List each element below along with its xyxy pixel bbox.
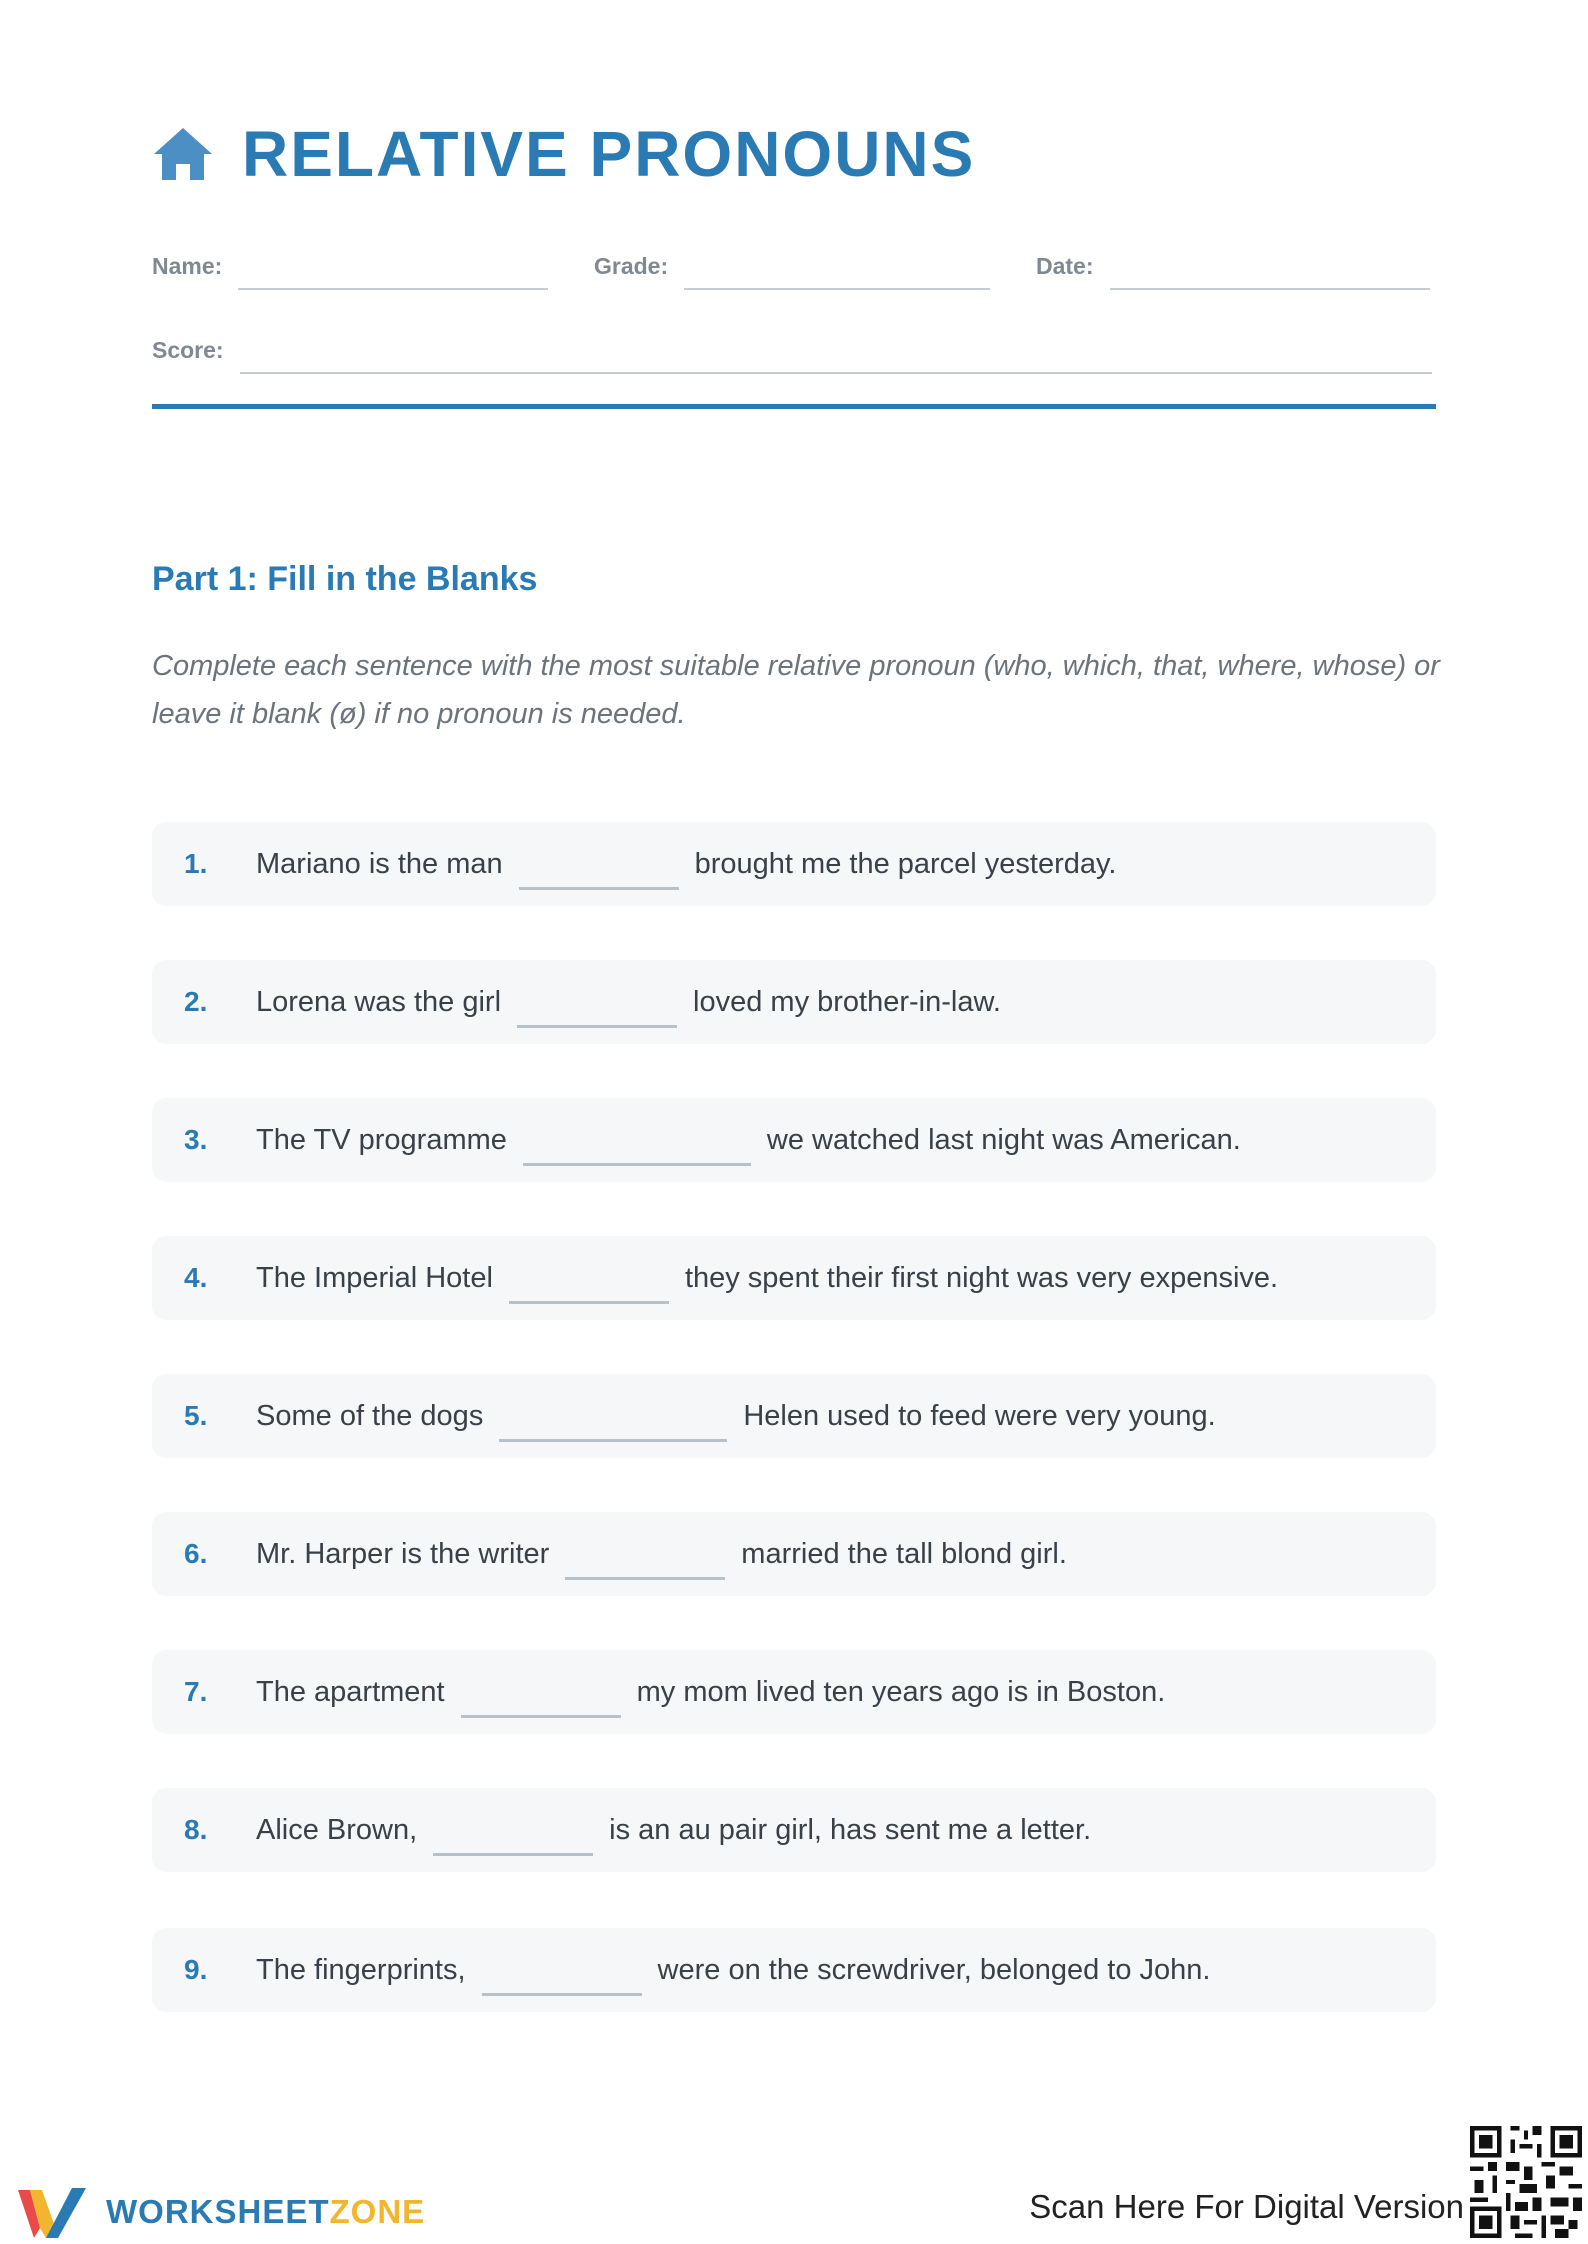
answer-blank[interactable] [461, 1675, 621, 1718]
question-text-before: Mr. Harper is the writer [256, 1537, 550, 1570]
answer-blank[interactable] [509, 1261, 669, 1304]
question-row-5 [152, 1374, 1436, 1458]
title-row [152, 118, 976, 190]
question-row-1 [152, 822, 1436, 906]
part-1-instructions: Complete each sentence with the most suitable relative pronoun (who, which, that, where, whose) or leave it blank (ø) if no pronoun is needed. [152, 650, 1440, 730]
question-text-before: Alice Brown, [256, 1813, 418, 1846]
answer-blank[interactable] [517, 985, 677, 1028]
brand-name [106, 2193, 425, 2231]
question-text-after: brought me the parcel yesterday. [694, 847, 1117, 880]
question-row-3 [152, 1098, 1436, 1182]
worksheetzone-logo-icon [16, 2184, 94, 2240]
question-text-after: loved my brother-in-law. [693, 985, 1001, 1018]
name-input-line[interactable] [238, 248, 548, 290]
date-label: Date: [1036, 253, 1094, 279]
question-row-4 [152, 1236, 1436, 1320]
question-number: 5. [184, 1400, 208, 1431]
footer-logo [16, 2184, 425, 2240]
question-text-after: married the tall blond girl. [741, 1537, 1067, 1570]
question-text-before: Some of the dogs [256, 1399, 484, 1432]
grade-input-line[interactable] [684, 248, 990, 290]
date-field[interactable] [1036, 248, 1430, 290]
answer-blank[interactable] [523, 1123, 751, 1166]
question-number: 6. [184, 1538, 208, 1569]
name-label: Name: [152, 253, 223, 279]
question-row-9 [152, 1928, 1436, 2012]
page-title: RELATIVE PRONOUNS [242, 118, 976, 190]
date-input-line[interactable] [1110, 248, 1430, 290]
question-row-6 [152, 1512, 1436, 1596]
question-text-after: Helen used to feed were very young. [743, 1399, 1216, 1432]
question-text-before: The TV programme [256, 1123, 507, 1156]
question-number: 2. [184, 986, 208, 1017]
question-text-before: Mariano is the man [256, 847, 503, 880]
brand-name-main: WORKSHEET [106, 2193, 330, 2230]
answer-blank[interactable] [565, 1537, 725, 1580]
question-text-after: they spent their first night was very expensive. [684, 1261, 1279, 1294]
question-number: 7. [184, 1676, 208, 1707]
answer-blank[interactable] [433, 1813, 593, 1856]
question-number: 1. [184, 848, 208, 879]
question-row-8 [152, 1788, 1436, 1872]
question-text-before: The fingerprints, [256, 1953, 466, 1986]
part-1-title: Part 1: Fill in the Blanks [152, 560, 538, 598]
home-icon [152, 126, 214, 182]
scan-caption: Scan Here For Digital Version [1029, 2188, 1464, 2225]
question-text-after: were on the screwdriver, belonged to John. [657, 1953, 1211, 1986]
header-divider [152, 404, 1436, 409]
question-number: 9. [184, 1954, 208, 1985]
score-label: Score: [152, 337, 224, 363]
question-number: 3. [184, 1124, 208, 1155]
score-input-line[interactable] [240, 332, 1432, 374]
question-text-before: The Imperial Hotel [256, 1261, 493, 1294]
question-text-after: is an au pair girl, has sent me a letter. [609, 1813, 1092, 1846]
question-row-2 [152, 960, 1436, 1044]
grade-field[interactable] [594, 248, 990, 290]
answer-blank[interactable] [499, 1399, 727, 1442]
name-field[interactable] [152, 248, 548, 290]
question-number: 4. [184, 1262, 208, 1293]
question-row-7 [152, 1650, 1436, 1734]
question-text-after: my mom lived ten years ago is in Boston. [636, 1675, 1166, 1708]
question-text-after: we watched last night was American. [766, 1123, 1241, 1156]
question-text-before: Lorena was the girl [256, 985, 502, 1018]
question-number: 8. [184, 1814, 208, 1845]
answer-blank[interactable] [519, 847, 679, 890]
brand-name-accent: ZONE [329, 2193, 426, 2230]
grade-label: Grade: [594, 253, 669, 279]
qr-code-icon[interactable] [1470, 2126, 1582, 2238]
question-text-before: The apartment [256, 1675, 445, 1708]
score-field[interactable] [152, 332, 1432, 374]
answer-blank[interactable] [482, 1953, 642, 1996]
